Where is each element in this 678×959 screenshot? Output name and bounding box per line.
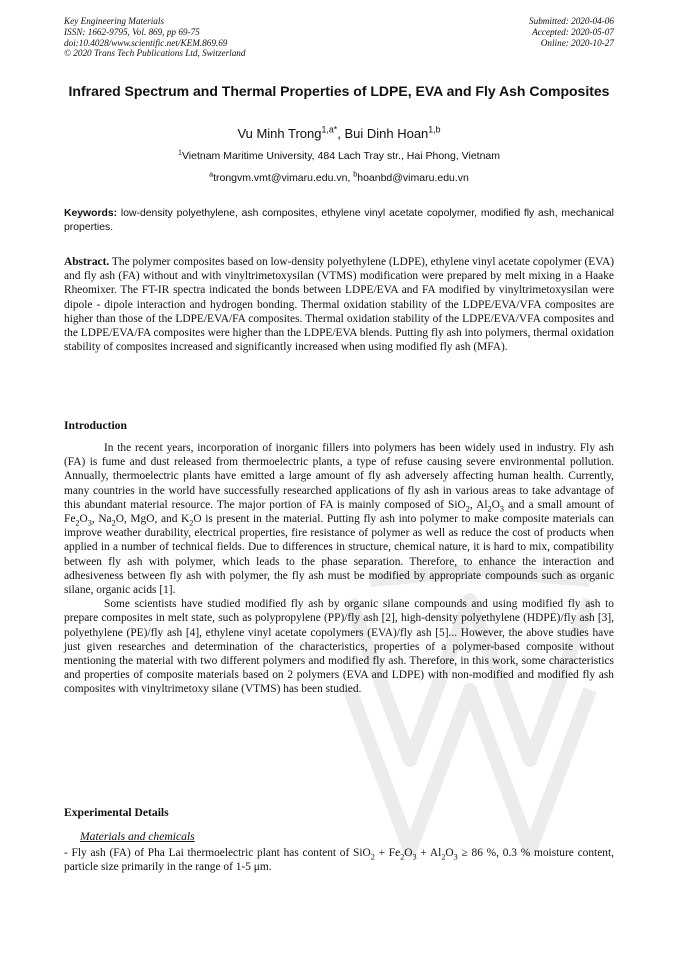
online-date: Online: 2020-10-27 <box>540 37 614 48</box>
section-heading-introduction: Introduction <box>64 419 127 432</box>
abstract-text: The polymer composites based on low-density polyethylene (LDPE), ethylene vinyl acetate copolymer (EVA) and fly ash (FA) without and with vinyltrimetoxysilan (VTMS) modification were prepared by melt mixing in a Haake Rheomixer. The FT-IR spectra indicated the bonds between LDPE/EVA and FA modified by vinyltrimetoxysilan were dipole - dipole interaction and hydrogen bonding. Thermal oxidation stability of the LDPE/EVA/VFA composites are higher than those of the LDPE/EVA/FA composites. Thermal oxidation stability of the LDPE/EVA/VFA composites and the LDPE/EVA/FA composites were higher than the LDPE/EVA blends. Putting fly ash into polymers, thermal oxidation stability of composites increased and significantly increased when using modified fly ash (MFA). <box>64 256 614 354</box>
introduction-body <box>64 441 614 697</box>
subsection-heading-materials: Materials and chemicals <box>80 830 195 843</box>
keywords-label: Keywords: <box>64 208 118 219</box>
journal-doi[interactable]: doi:10.4028/www.scientific.net/KEM.869.69 <box>64 37 228 48</box>
submitted-date: Submitted: 2020-04-06 <box>529 16 614 26</box>
materials-text: - Fly ash (FA) of Pha Lai thermoelectric plant has content of $SiO_2 + Fe_2O_3 + Al_2O_3 \ge 86$ %, 0.3 % moisture content, particle size primarily in the range of 1-5 μm. <box>64 847 614 874</box>
author-marker: 1,a* <box>321 124 338 135</box>
affiliation-text: Vietnam Maritime University, 484 Lach Tray str., Hai Phong, Vietnam <box>181 150 501 162</box>
author-name: Vu Minh Trong <box>237 126 322 141</box>
keywords-text: low-density polyethylene, ash composites, ethylene vinyl acetate copolymer, modified fly ash, mechanical properties. <box>64 208 614 233</box>
author-separator: , <box>337 126 345 141</box>
paragraph: Some scientists have studied modified fly ash by organic silane compounds and using modified fly ash to prepare composites in melt state, such as polypropylene (PP)/fly ash [2], high-density polyethylene (HDPE)/fly ash [3], polyethylene (PE)/fly ash [4], ethylene vinyl acetate copolymers (EVA)/fly ash [5]... However, the above studies have just given researches and determination of the characteristics, properties of a polymer-based composite without mentioning the material with two different polymers and modified fly ash. Therefore, in this work, some characteristics and properties of composite materials based on 2 polymers (EVA and LDPE) with non-modified and modified fly ash composites with vinyltrimetoxy silane (VTMS) has been studied. <box>64 598 614 696</box>
author-line <box>64 126 614 142</box>
paragraph: In the recent years, incorporation of inorganic fillers into polymers has been widely used in industry. Fly ash (FA) is fume and dust released from thermoelectric plants, a type of refuse causing severe environmental pollution. Annually, thermoelectric plants have emitted a large amount of fly ash adversely affecting human health. Currently, many countries in the world have successfully researched applications of fly ash in various areas to take advantage of this abundant material resource. The major portion of FA is mainly composed of SiO$_2$, $Al_2O_3$ and a small amount of $Fe_2O_3$, $Na_2O$, MgO, and $K_2O$ is present in the material. Putting fly ash into polymer to make composite materials can improve weather durability, electrical properties, fire resistance of polymer as well as reduce the cost of products when applied in a number of technical fields. Due to differences in structure, chemical nature, it is hard to mix, compatibility between fly ash with polymer, which leads to the phase separation. Therefore, to enhance the interaction and adhesiveness between fly ash with polymer, the fly ash must be modified by appropriate compounds such as organic silane, organic acids [1]. <box>64 442 615 597</box>
journal-name: Key Engineering Materials <box>64 16 165 26</box>
dates-info <box>529 16 614 48</box>
affiliation-marker: 1 <box>177 148 182 157</box>
author-name: Bui Dinh Hoan <box>344 126 429 141</box>
journal-issn: ISSN: 1662-9795, Vol. 869, pp 69-75 <box>64 26 200 37</box>
email-link[interactable]: hoanbd@vimaru.edu.vn <box>357 172 469 184</box>
email-marker: b <box>353 170 358 179</box>
section-heading-experimental: Experimental Details <box>64 806 169 819</box>
paper-title: Infrared Spectrum and Thermal Properties of LDPE, EVA and Fly Ash Composites <box>68 83 610 99</box>
keywords <box>64 207 614 234</box>
abstract-label: Abstract. <box>64 256 110 268</box>
accepted-date: Accepted: 2020-05-07 <box>532 26 614 37</box>
email-marker: a <box>209 170 214 179</box>
journal-copyright: © 2020 Trans Tech Publications Ltd, Switzerland <box>64 48 246 59</box>
author-emails <box>64 172 614 185</box>
email-link[interactable]: trongvm.vmt@vimaru.edu.vn, <box>213 172 354 184</box>
author-marker: 1,b <box>428 124 441 135</box>
journal-info <box>64 16 245 59</box>
abstract <box>64 255 614 354</box>
affiliation <box>64 150 614 163</box>
